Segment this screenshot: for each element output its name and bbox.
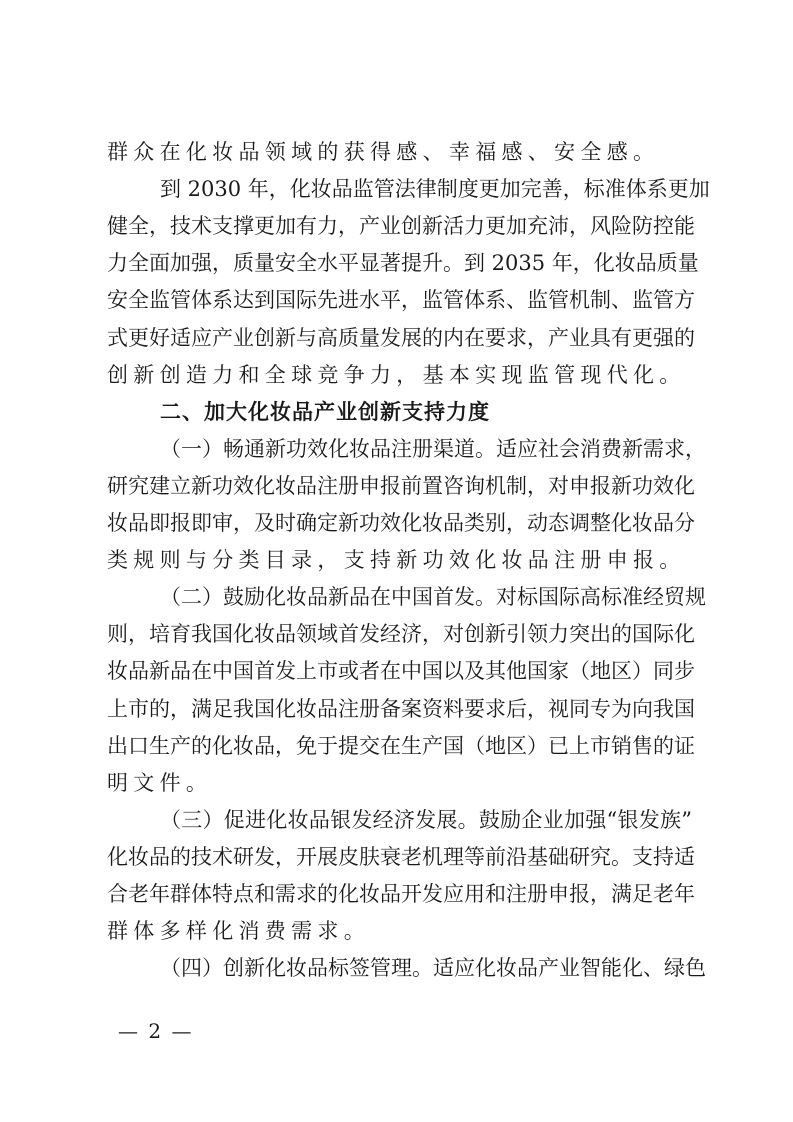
paragraph-line: 健全，技术支撑更加有力，产业创新活力更加充沛，风险防控能 <box>107 214 695 239</box>
paragraph-line: 合老年群体特点和需求的化妆品开发应用和注册申报，满足老年 <box>107 882 695 906</box>
paragraph-line: 上市的，满足我国化妆品注册备案资料要求后，视同专为向我国 <box>107 696 695 721</box>
paragraph-line: 化妆品的技术研发，开展皮肤衰老机理等前沿基础研究。支持适 <box>107 844 695 869</box>
paragraph-line: 妆品即报即审，及时确定新功效化妆品类别，动态调整化妆品分 <box>107 511 695 535</box>
paragraph-line: 群体多样化消费需求。 <box>107 919 370 944</box>
paragraph-line: （一）畅通新功效化妆品注册渠道。适应社会消费新需求， <box>160 436 706 461</box>
page-number: — 2 — <box>118 1019 194 1043</box>
paragraph-line: 式更好适应产业创新与高质量发展的内在要求，产业具有更强的 <box>107 325 695 350</box>
paragraph-line: 类规则与分类目录，支持新功效化妆品注册申报。 <box>107 548 686 573</box>
paragraph-line: 妆品新品在中国首发上市或者在中国以及其他国家（地区）同步 <box>107 659 695 684</box>
paragraph-line: （四）创新化妆品标签管理。适应化妆品产业智能化、绿色 <box>160 956 706 981</box>
paragraph-line: （三）促进化妆品银发经济发展。鼓励企业加强“银发族” <box>160 807 692 832</box>
paragraph-line: 创新创造力和全球竞争力，基本实现监管现代化。 <box>107 362 686 387</box>
paragraph-line: 到 2030 年，化妆品监管法律制度更加完善，标准体系更加 <box>160 177 710 202</box>
paragraph-line: （二）鼓励化妆品新品在中国首发。对标国际高标准经贸规 <box>160 585 706 610</box>
paragraph-line: 群众在化妆品领域的获得感、幸福感、安全感。 <box>107 140 660 164</box>
paragraph-line: 出口生产的化妆品，免于提交在生产国（地区）已上市销售的证 <box>107 733 695 758</box>
paragraph-line: 明文件。 <box>107 770 213 795</box>
paragraph-line: 安全监管体系达到国际先进水平，监管体系、监管机制、监管方 <box>107 288 695 313</box>
section-heading: 二、加大化妆品产业创新支持力度 <box>160 399 490 424</box>
paragraph-line: 力全面加强，质量安全水平显著提升。到 2035 年，化妆品质量 <box>107 251 699 276</box>
paragraph-line: 研究建立新功效化妆品注册申报前置咨询机制，对申报新功效化 <box>107 473 695 498</box>
paragraph-line: 则，培育我国化妆品领域首发经济，对创新引领力突出的国际化 <box>107 622 695 647</box>
